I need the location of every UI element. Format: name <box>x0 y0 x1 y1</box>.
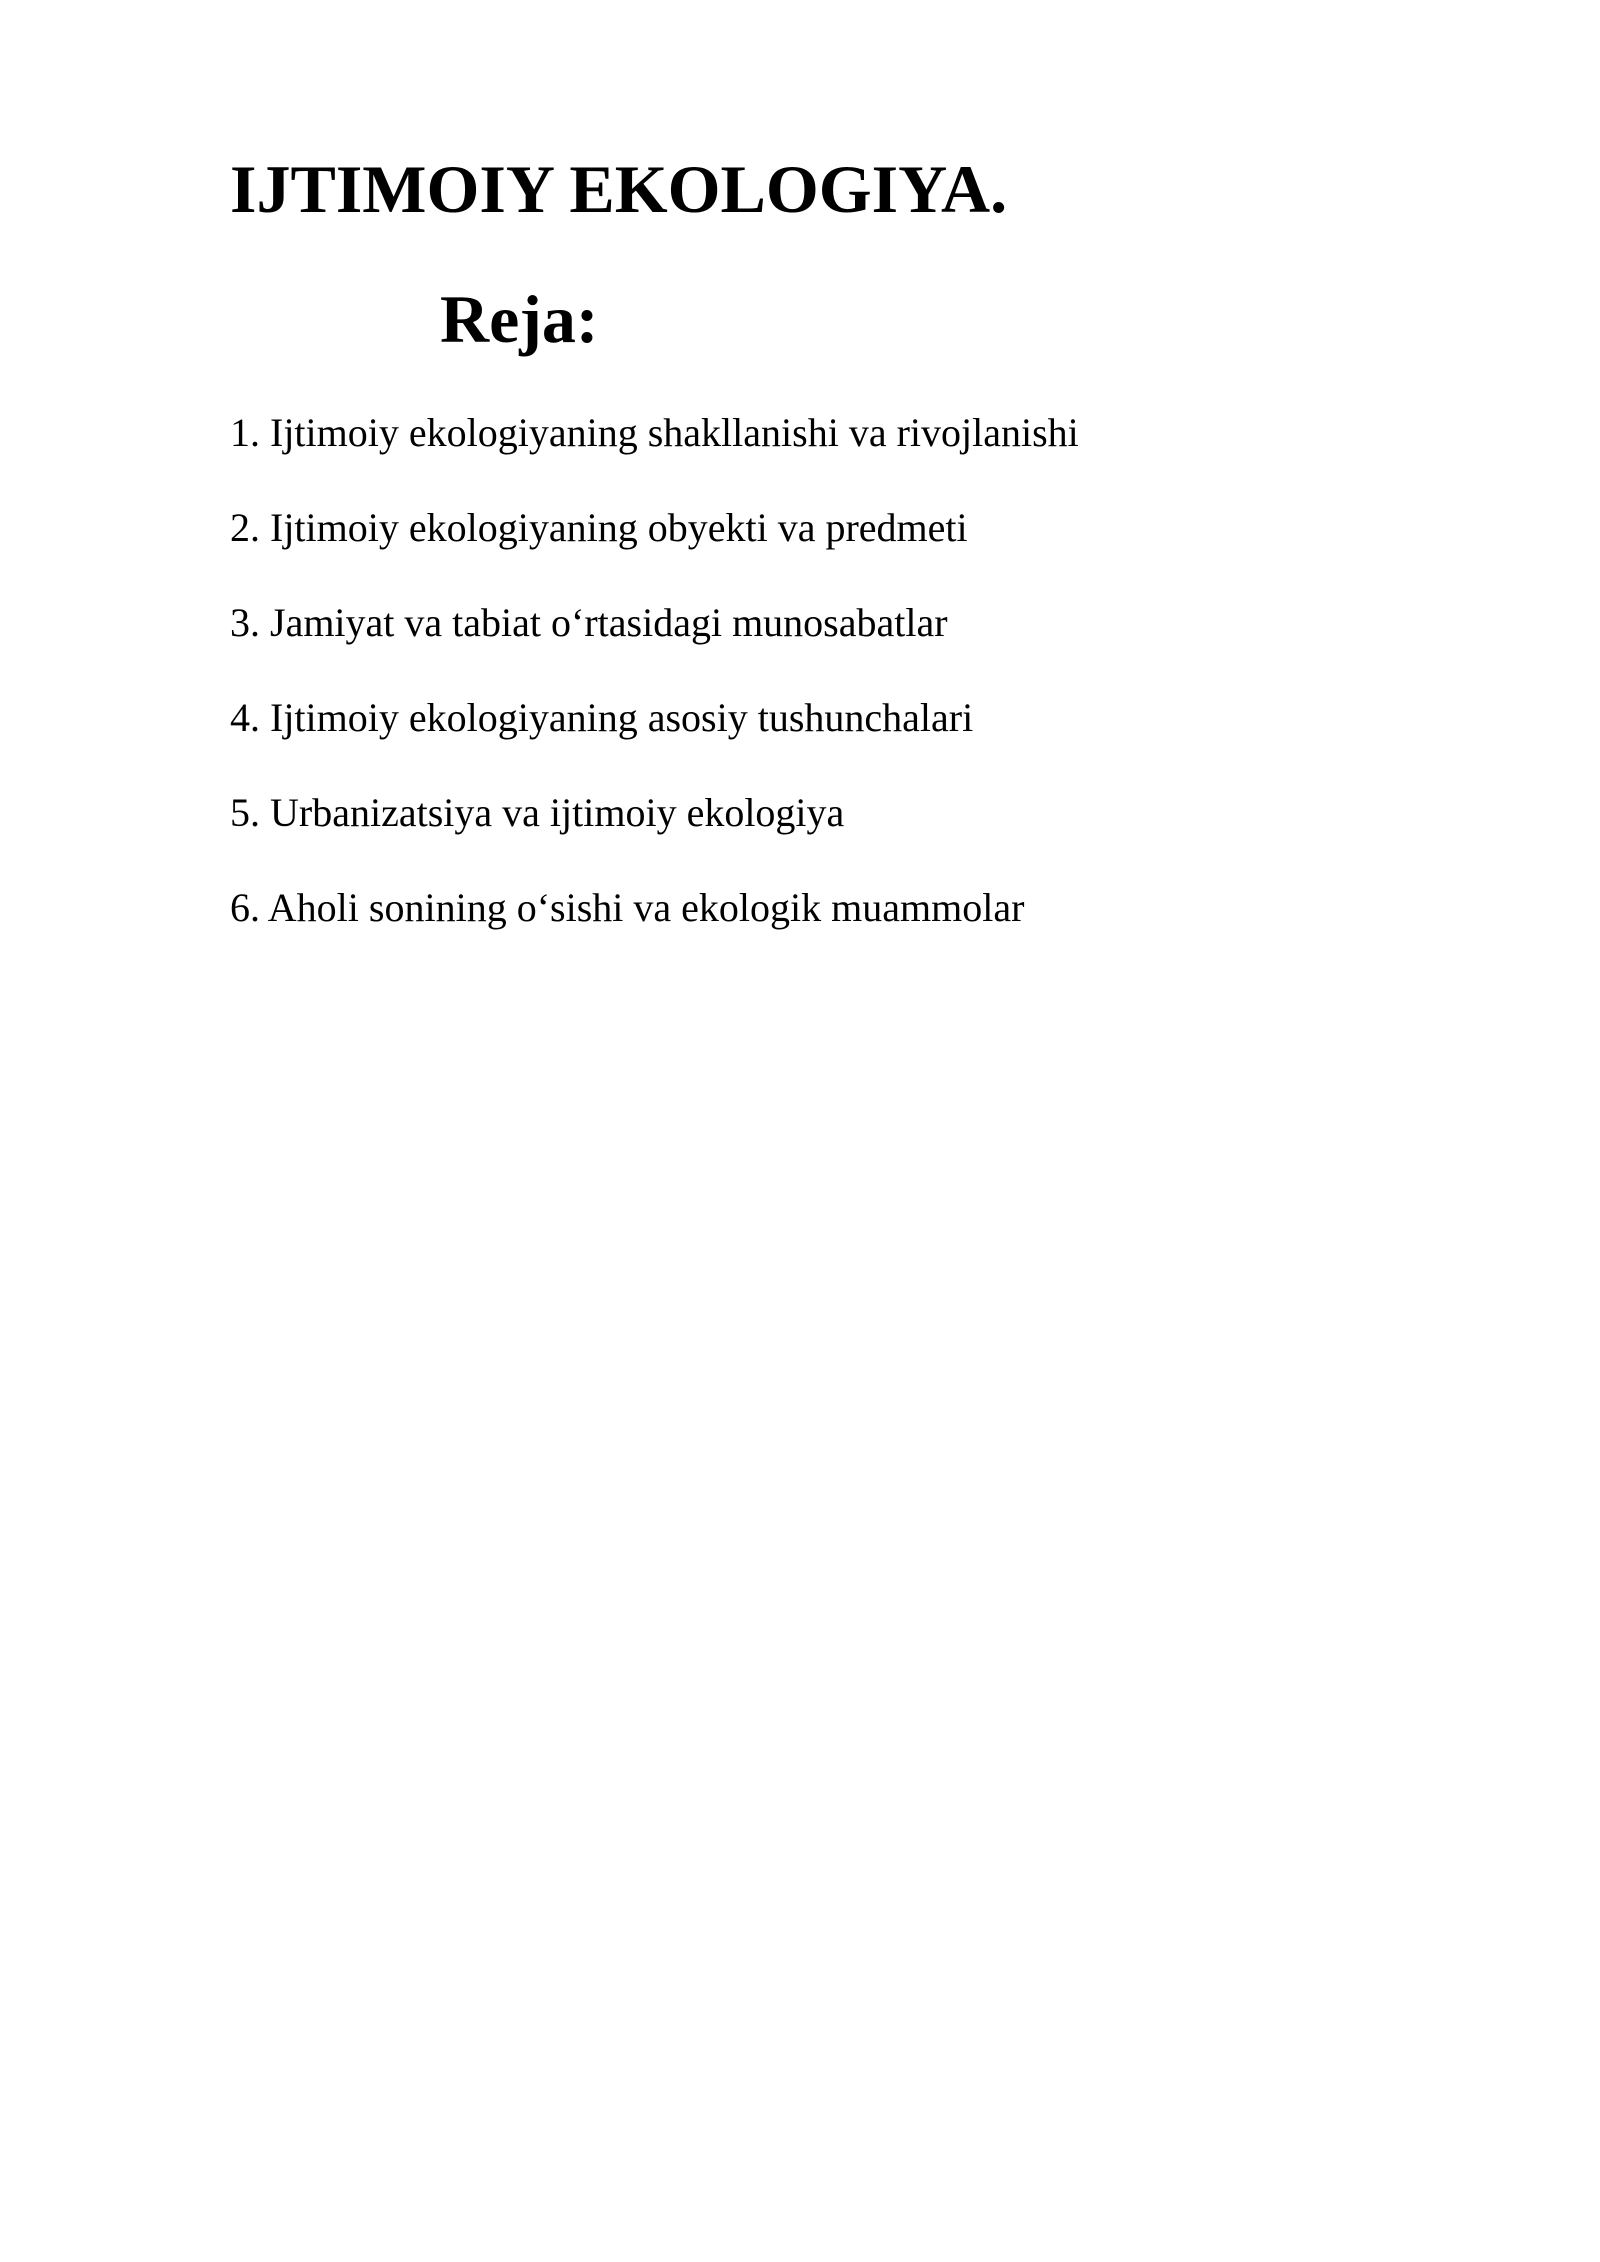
plan-list <box>230 410 1079 980</box>
page-title: IJTIMOIY EKOLOGIYA. <box>230 151 1008 227</box>
plan-item-5: 5. Urbanizatsiya va ijtimoiy ekologiya <box>230 790 845 835</box>
plan-item-1: 1. Ijtimoiy ekologiyaning shakllanishi va rivojlanishi <box>230 410 1079 455</box>
plan-item-4: 4. Ijtimoiy ekologiyaning asosiy tushunchalari <box>230 695 974 740</box>
plan-item-6: 6. Aholi sonining o‘sishi va ekologik muammolar <box>230 885 1025 930</box>
plan-heading: Reja: <box>440 281 599 357</box>
plan-item-2: 2. Ijtimoiy ekologiyaning obyekti va predmeti <box>230 505 968 550</box>
plan-item-3: 3. Jamiyat va tabiat o‘rtasidagi munosabatlar <box>230 600 948 645</box>
